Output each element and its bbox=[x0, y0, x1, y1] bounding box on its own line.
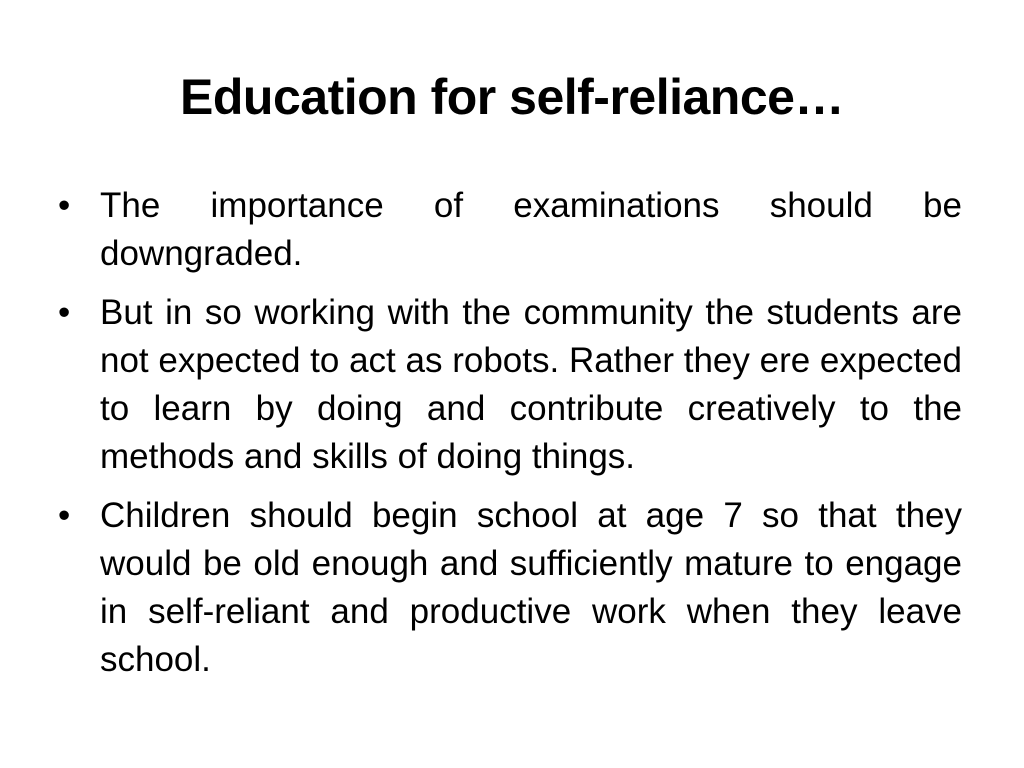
bullet-item-2 bbox=[56, 289, 962, 481]
bullet-list bbox=[56, 182, 962, 695]
bullet-text: But in so working with the community the students are not expected to act as robots. Rather they ere expected to learn by doing and contribute creatively to the methods and skills of doing things. bbox=[100, 293, 962, 476]
bullet-text: Children should begin school at age 7 so that they would be old enough and sufficiently mature to engage in self-reliant and productive work when they leave school. bbox=[100, 496, 962, 679]
bullet-dot-icon: • bbox=[58, 496, 71, 535]
bullet-dot-icon: • bbox=[58, 186, 71, 225]
bullet-text: The importance of examinations should be downgraded. bbox=[100, 186, 962, 273]
bullet-item-1 bbox=[56, 182, 962, 278]
slide-title: Education for self-reliance… bbox=[180, 69, 844, 125]
bullet-item-3 bbox=[56, 492, 962, 684]
bullet-dot-icon: • bbox=[58, 293, 71, 332]
